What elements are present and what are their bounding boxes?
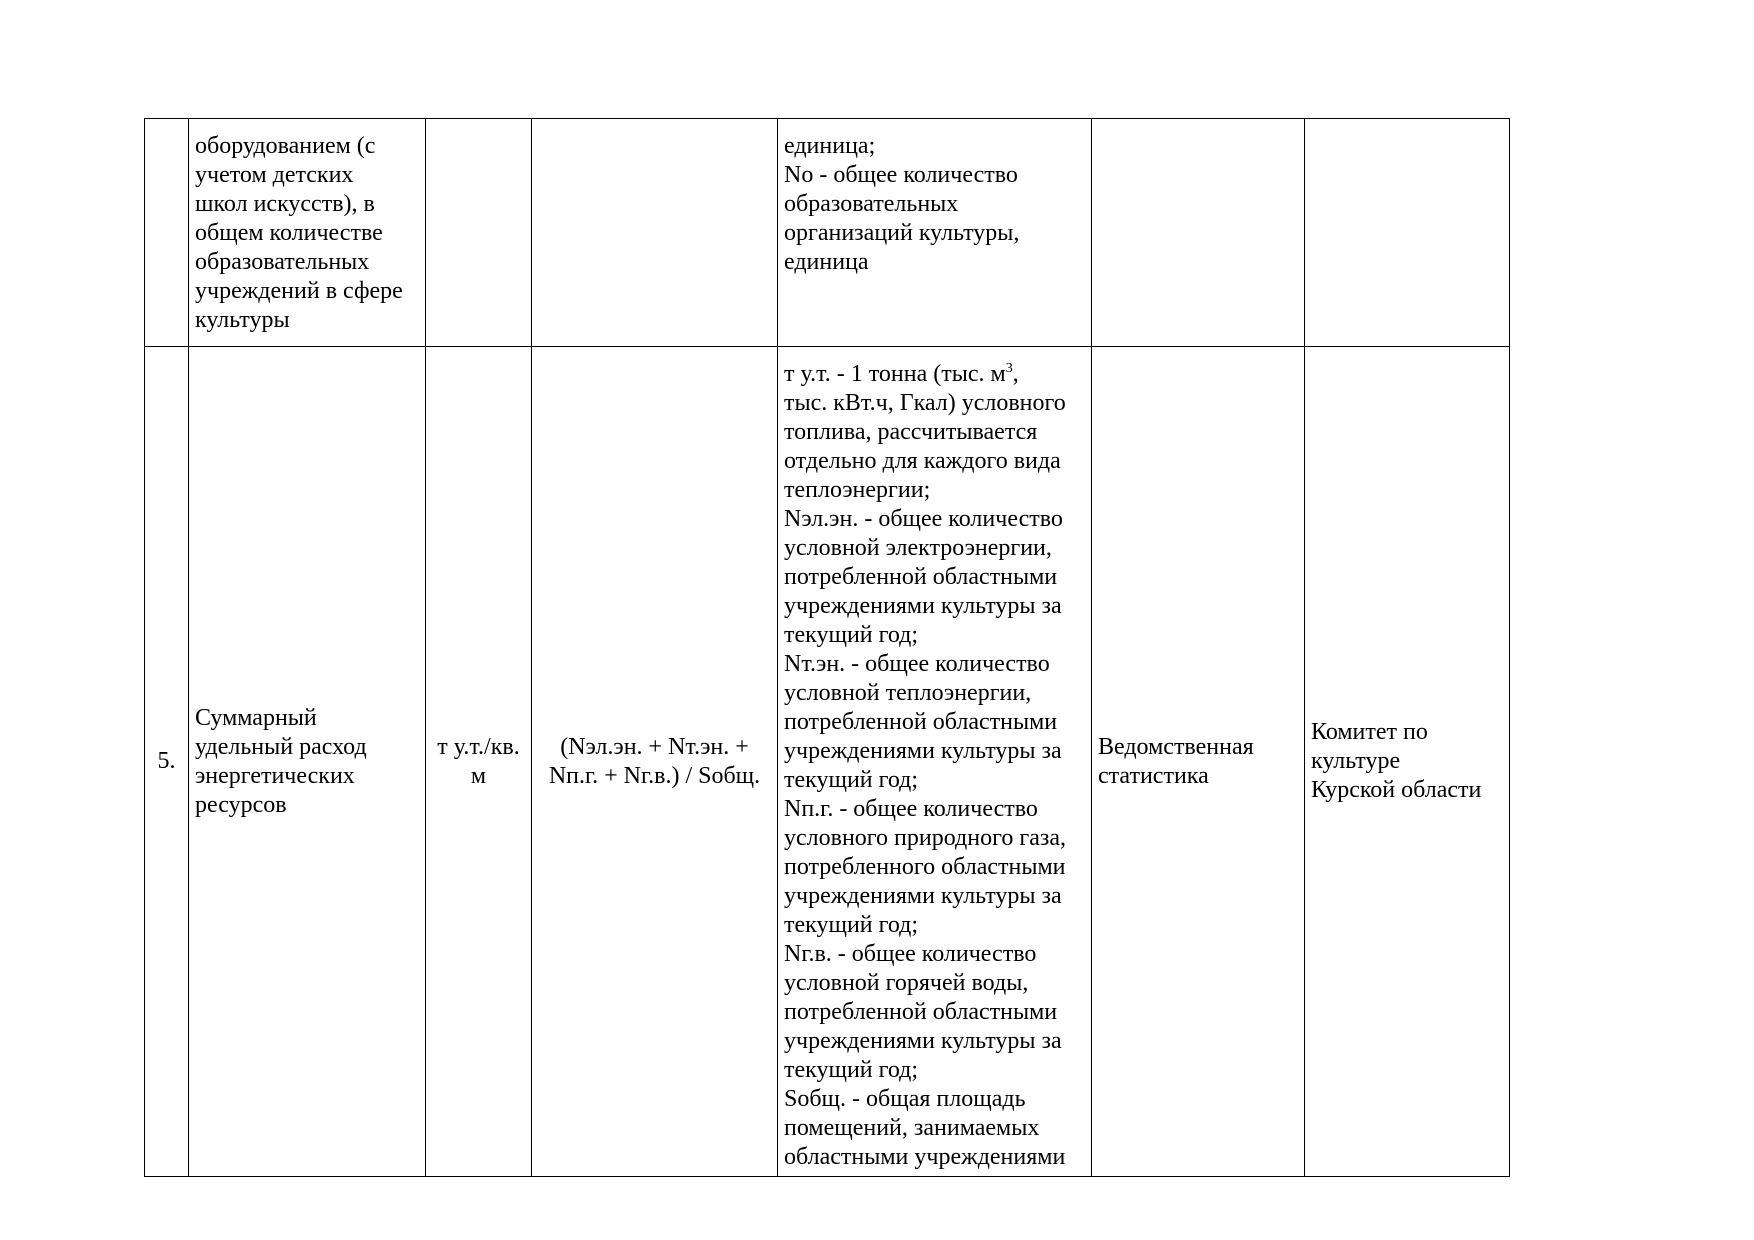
- text-line: Nг.в. - общее количество: [784, 941, 1037, 967]
- text-line: учреждений в сфере: [195, 278, 403, 304]
- formula-cell: [532, 119, 778, 347]
- text-line: культуре: [1311, 748, 1401, 774]
- text-line: текущий год;: [784, 912, 919, 938]
- text-line: Суммарный: [195, 704, 317, 731]
- unit-cell: [426, 347, 532, 1177]
- text-line: оборудованием (с: [195, 133, 376, 159]
- indicator-cell: [189, 347, 426, 1177]
- text-line: образовательных: [195, 249, 370, 275]
- responsible-cell: [1305, 119, 1510, 347]
- text-line: условной горячей воды,: [784, 970, 1029, 996]
- text-line: тыс. кВт.ч, Гкал) условного: [784, 390, 1066, 416]
- text-line: Nп.г. - общее количество: [784, 796, 1038, 822]
- text-line: м: [470, 762, 487, 789]
- text-line: организаций культуры,: [784, 220, 1020, 246]
- text-line: единица: [784, 249, 869, 275]
- text-line: условного природного газа,: [784, 825, 1066, 851]
- text-line: Sобщ. - общая площадь: [784, 1086, 1026, 1112]
- text-line: Nт.эн. - общее количество: [784, 651, 1050, 677]
- source-cell: [1092, 347, 1305, 1177]
- text-line: условной теплоэнергии,: [784, 680, 1032, 706]
- text-line: отдельно для каждого вида: [784, 448, 1061, 474]
- text-line: помещений, занимаемых: [784, 1115, 1040, 1141]
- text-line: текущий год;: [784, 767, 919, 793]
- text-line: No - общее количество: [784, 162, 1018, 188]
- row-number-cell: [145, 347, 189, 1177]
- text-line: т у.т./кв.: [437, 733, 520, 760]
- text-line: потребленной областными: [784, 999, 1058, 1025]
- responsible-cell: [1305, 347, 1510, 1177]
- text-line: теплоэнергии;: [784, 477, 931, 503]
- text-line: энергетических: [195, 762, 355, 789]
- text-line: Комитет по: [1311, 719, 1428, 745]
- indicators-table: [144, 118, 1510, 1177]
- superscript: 3: [1005, 361, 1013, 376]
- description-cell: [778, 119, 1092, 347]
- source-cell: [1092, 119, 1305, 347]
- text-fragment: ,: [1012, 361, 1019, 387]
- text-line: учреждениями культуры за: [784, 883, 1062, 909]
- text-line: текущий год;: [784, 1057, 919, 1083]
- table-row: [145, 347, 1510, 1177]
- text-line: Ведомственная: [1098, 733, 1254, 760]
- text-line: условной электроэнергии,: [784, 535, 1052, 561]
- text-line: учреждениями культуры за: [784, 593, 1062, 619]
- text-line: ресурсов: [195, 791, 287, 818]
- text-line: общем количестве: [195, 220, 383, 246]
- text-line: [784, 360, 1085, 389]
- text-fragment: т у.т. - 1 тонна (тыс. м: [784, 361, 1006, 387]
- formula-cell: [532, 347, 778, 1177]
- text-line: единица;: [784, 133, 876, 159]
- text-line: учреждениями культуры за: [784, 1028, 1062, 1054]
- text-line: школ искусств), в: [195, 191, 375, 217]
- row-number-cell: [145, 119, 189, 347]
- unit-cell: [426, 119, 532, 347]
- text-line: текущий год;: [784, 622, 919, 648]
- text-line: Nп.г. + Nг.в.) / Sобщ.: [548, 762, 761, 789]
- text-line: учетом детских: [195, 162, 354, 188]
- table-row: [145, 119, 1510, 347]
- text-line: культуры: [195, 307, 290, 333]
- indicator-cell: [189, 119, 426, 347]
- text-line: топлива, рассчитывается: [784, 419, 1038, 445]
- row-number: 5.: [157, 748, 176, 774]
- text-line: образовательных: [784, 191, 959, 217]
- text-line: областными учреждениями: [784, 1144, 1066, 1170]
- text-line: статистика: [1098, 762, 1209, 789]
- text-line: удельный расход: [195, 733, 367, 760]
- text-line: потребленной областными: [784, 709, 1058, 735]
- description-cell: [778, 347, 1092, 1177]
- text-line: Курской области: [1311, 777, 1482, 803]
- text-line: потребленного областными: [784, 854, 1066, 880]
- text-line: Nэл.эн. - общее количество: [784, 506, 1063, 532]
- text-line: учреждениями культуры за: [784, 738, 1062, 764]
- text-line: (Nэл.эн. + Nт.эн. +: [560, 733, 749, 760]
- text-line: потребленной областными: [784, 564, 1058, 590]
